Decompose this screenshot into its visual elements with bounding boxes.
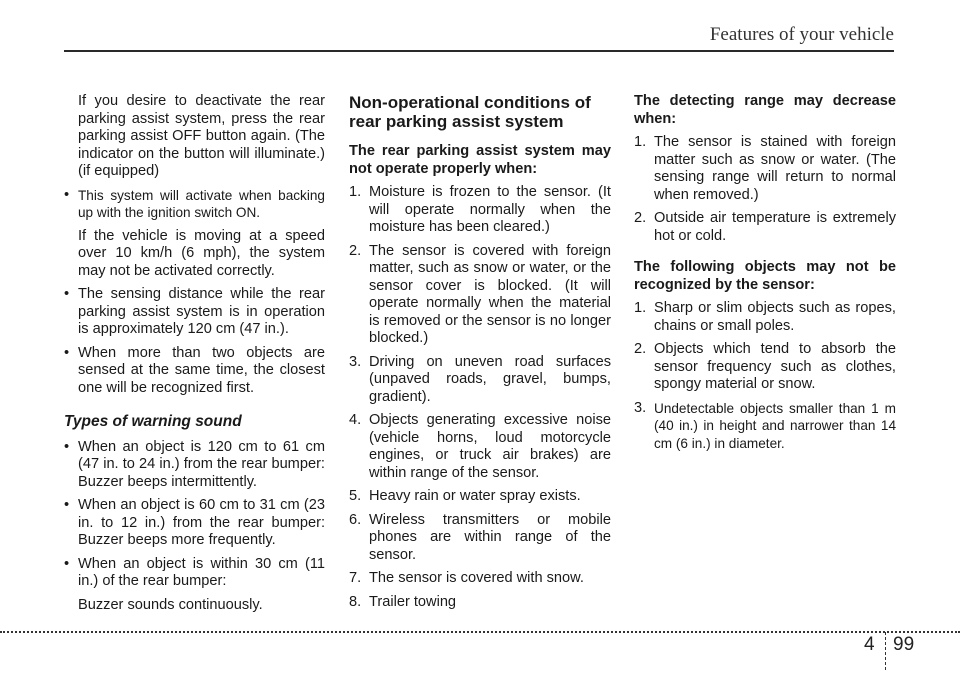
list-item [349, 184, 611, 237]
list-item-text: Moisture is frozen to the sensor. (It will operate normally when the moisture has been cleared.) [369, 184, 611, 235]
column-1 [64, 93, 325, 620]
header-rule [64, 50, 894, 52]
subheading: Types of warning sound [64, 413, 242, 430]
list-item [634, 134, 896, 204]
bullet-icon: • [64, 186, 70, 203]
bullet-icon: • [64, 344, 70, 361]
paragraph: Buzzer sounds continuously. [78, 596, 263, 613]
section-title: Features of your vehicle [709, 24, 894, 45]
list-item [64, 556, 325, 591]
numbered-list [349, 184, 611, 611]
list-item-number: 2. [349, 242, 362, 259]
column-3 [634, 93, 896, 458]
numbered-list [634, 134, 896, 245]
footer-rule [0, 631, 960, 633]
list-item [634, 300, 896, 335]
list-item-number: 8. [349, 593, 362, 610]
paragraph: If you desire to deactivate the rear parking assist system, press the rear parking assist OFF button again. (The indicator on the button will illuminate.) (if equipped) [78, 93, 325, 179]
page-number: 99 [893, 634, 915, 655]
list-item [634, 210, 896, 245]
chapter-number: 4 [864, 634, 875, 655]
list-item-number: 7. [349, 570, 362, 586]
numbered-list [634, 300, 896, 452]
list-item [64, 187, 325, 222]
list-item-text: Objects generating excessive noise (vehicle horns, loud motorcycle engines, or truck air brakes) are within range of the sensor. [369, 412, 611, 481]
list-item-text: Objects which tend to absorb the sensor frequency such as clothes, spongy material or snow. [654, 341, 896, 392]
section-heading: Non-operational conditions of rear parking assist system [349, 93, 591, 131]
bullet-icon: • [64, 555, 70, 572]
list-item-text: When an object is 60 cm to 31 cm (23 in. to 12 in.) from the rear bumper: Buzzer beeps more frequently. [78, 497, 325, 548]
list-item [634, 400, 896, 453]
list-item-number: 1. [349, 184, 362, 200]
list-item-text: Driving on uneven road surfaces (unpaved roads, gravel, bumps, gradient). [369, 353, 611, 405]
subheading: The following objects may not be recognized by the sensor: [634, 259, 896, 293]
list-item [64, 286, 325, 339]
list-item [64, 345, 325, 398]
list-item-number: 2. [634, 210, 647, 226]
list-item-text: Heavy rain or water spray exists. [369, 488, 581, 504]
list-item [349, 488, 611, 506]
list-item-number: 5. [349, 488, 362, 504]
bullet-icon: • [64, 497, 70, 513]
list-item [64, 497, 325, 550]
list-item-text: The sensing distance while the rear parking assist system is in operation is approximately 120 cm (47 in.). [78, 286, 325, 337]
list-item-text: Undetectable objects smaller than 1 m (40 in.) in height and narrower than 14 cm (6 in.) in diameter. [654, 400, 896, 451]
list-item-number: 3. [349, 353, 362, 370]
page-number-divider [885, 632, 886, 670]
list-item-text: The sensor is covered with foreign matter, such as snow or water, or the sensor cover is blocked. (It will operate normally when the material is removed or the sensor is no longer blocked.) [369, 242, 611, 346]
list-item [349, 570, 611, 588]
list-item-text: Outside air temperature is extremely hot or cold. [654, 210, 896, 244]
list-item-number: 3. [634, 399, 647, 416]
paragraph: If the vehicle is moving at a speed over 10 km/h (6 mph), the system may not be activated correctly. [78, 227, 325, 279]
list-item-number: 4. [349, 412, 362, 428]
list-item-text: When more than two objects are sensed at the same time, the closest one will be recognized first. [78, 344, 325, 396]
bullet-icon: • [64, 286, 70, 302]
list-item-number: 1. [634, 134, 647, 150]
list-item [349, 512, 611, 565]
list-item [349, 243, 611, 348]
list-item [349, 354, 611, 407]
list-item-number: 2. [634, 341, 647, 357]
list-item-text: Trailer towing [369, 593, 457, 610]
list-item-number: 6. [349, 511, 362, 528]
bullet-icon: • [64, 438, 70, 455]
list-item-text: The sensor is stained with foreign matter such as snow or water. (The sensing range will return to normal when removed.) [654, 134, 896, 203]
list-item-number: 1. [634, 300, 647, 316]
subheading: The rear parking assist system may not operate properly when: [349, 143, 611, 177]
list-item-text: When an object is within 30 cm (11 in.) of the rear bumper: [78, 555, 325, 589]
list-item [634, 341, 896, 394]
list-item-text: The sensor is covered with snow. [369, 570, 584, 586]
list-item-text: Sharp or slim objects such as ropes, chains or small poles. [654, 300, 896, 334]
list-item-text: When an object is 120 cm to 61 cm (47 in. to 24 in.) from the rear bumper: Buzzer beeps intermittently. [78, 438, 325, 490]
list-item-text: Wireless transmitters or mobile phones are within range of the sensor. [369, 511, 611, 563]
list-item [349, 594, 611, 612]
subheading: The detecting range may decrease when: [634, 93, 896, 127]
list-item [349, 412, 611, 482]
list-item [64, 439, 325, 492]
list-item-text: This system will activate when backing up with the ignition switch ON. [78, 187, 325, 220]
column-2 [349, 93, 611, 617]
